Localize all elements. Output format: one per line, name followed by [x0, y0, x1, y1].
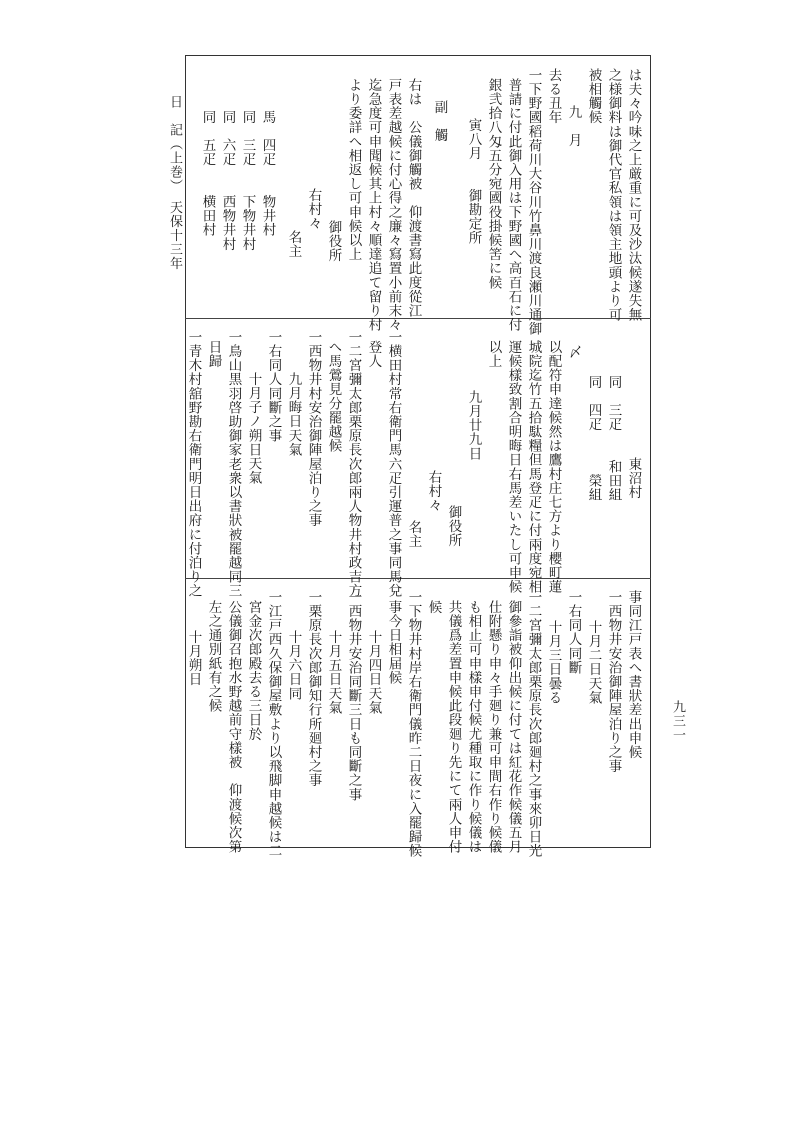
text-column: 之様御料は御代官私領は領主地頭より可 [605, 68, 622, 322]
text-column: 登人 [365, 340, 382, 369]
text-column: 同 五疋 横田村 [199, 110, 216, 237]
text-column: 城院迄竹五拾駄糧但馬登疋に付兩度宛相 [525, 340, 542, 594]
text-column: は夫々吟味之上厳重に可及沙汰候遂失無 [625, 68, 642, 322]
text-column: 運候樣致割合明晦日右馬差いたし可申候 [505, 340, 522, 594]
text-column: 公儀御召抱水野越前守樣被 仰渡候次第 [225, 600, 242, 854]
text-column: 右村々 [425, 470, 442, 513]
text-column: 日歸 [205, 340, 222, 369]
text-column: 十月四日天氣 [365, 630, 382, 715]
text-column: 名主 [285, 230, 302, 259]
text-column: 左之通別紙有之候 [205, 600, 222, 713]
text-column: 一西物井安治御陣屋泊り之事 [605, 590, 622, 774]
text-column: 一下物井村岸右衛門儀昨二日夜に入罷歸候 [405, 590, 422, 858]
text-column: 一右同人同斷之事 [265, 330, 282, 443]
text-column: 寅八月 御勘定所 [465, 118, 482, 245]
text-column: 被相觸候 [585, 68, 602, 125]
text-column: 一二宮彌太郎栗原長次郎兩人物井村政吉方 [345, 330, 362, 598]
text-column: へ馬鶯見分罷越候 [325, 340, 342, 453]
text-column: 以上 [485, 340, 502, 369]
text-column: 御參詣被仰出候に付ては紅花作候儀五月 [505, 600, 522, 854]
text-column: 迄急度可申聞候其上村々順達追て留り村 [365, 78, 382, 332]
text-column: 御役所 [325, 220, 342, 263]
text-column: 十月朔日 [185, 630, 202, 687]
text-column: 一右同人同斷 [565, 590, 582, 675]
text-column: 事同江戸表へ書狀差出申候 [625, 590, 642, 760]
text-column: 東沼村 [625, 330, 642, 500]
text-column: より委詳へ相返し可申候以上 [345, 78, 362, 262]
text-column: 名主 [405, 520, 422, 549]
text-column: 去る丑年 [545, 68, 562, 125]
text-column: 一青木村舘野勘右衛門明日出府に付泊り之 [185, 330, 202, 598]
text-column: 十月三日曇る [545, 620, 562, 705]
text-column: 一横田村常右衛門馬六疋引運普之事同馬兌 [385, 330, 402, 598]
text-column: 一栗原長次郎御知行所廻村之事 [305, 590, 322, 788]
text-column: 以配符申達候然は鷹村庄七方より櫻町蓮 [545, 340, 562, 594]
text-column: 銀弐拾八匁五分宛國役掛候筈に候 [485, 78, 502, 290]
text-column: 一下野國稻荷川大谷川竹鼻川渡良瀬川通御 [525, 68, 542, 336]
text-column: 事今日相届候 [385, 600, 402, 685]
text-column: 副 觸 [431, 100, 448, 143]
text-column: 同 三疋 下物井村 [239, 110, 256, 251]
text-column: 十月六日同 [285, 630, 302, 701]
text-column: 右村々 [305, 188, 322, 231]
text-column: 戸表差越候に付心得之廉々寫置小前末々 [385, 78, 402, 332]
text-column: 候 [425, 600, 442, 615]
text-column: 馬 四疋 物井村 [259, 110, 276, 237]
text-column: 御役所 [445, 505, 462, 548]
text-column: も相止可申樣申付候尤種取に作り候儀は [465, 600, 482, 854]
text-column: 同 三疋 和田組 [605, 375, 622, 502]
text-column: 一鳥山黒羽啓助御家老衆以書狀被罷越同三 [225, 330, 242, 598]
text-column: 共儀爲差置申候此段廻り先にて兩人申付 [445, 600, 462, 854]
text-column: 九月晦日天氣 [285, 372, 302, 457]
section-divider-bottom [185, 578, 651, 579]
text-column: 十月子ノ朔日天氣 [245, 372, 262, 485]
text-column: 仕附懸り申々手廻り兼可申間右作り候儀 [485, 600, 502, 854]
page-number: 九三一 [670, 700, 685, 742]
text-column: 普請に付此御入用は下野國へ高百石に付 [505, 78, 522, 332]
text-column: 九月廿九日 [465, 390, 482, 461]
running-header: 日 記（上巻） 天保十三年 [167, 95, 182, 271]
text-column: 宮金次郎殿去る三日於 [245, 600, 262, 741]
text-column: 一西物井安治同斷三日も同斷之事 [345, 590, 362, 802]
text-column: 十月五日天氣 [325, 630, 342, 715]
text-column: 十月二日天氣 [585, 620, 602, 705]
text-column: 同 四疋 榮組 [585, 375, 602, 502]
text-column: 一二宮彌太郎栗原長次郎廻村之事來卯日光 [525, 590, 542, 858]
text-column: 同 六疋 西物井村 [219, 110, 236, 251]
text-column: 一江戸西久保御屋敷より以飛脚申越候は二 [265, 590, 282, 858]
text-column: 〆 [565, 345, 582, 360]
text-column: 右は 公儀御觸被 仰渡書寫此度從江 [405, 78, 422, 318]
text-column: 九 月 [565, 105, 582, 148]
text-column: 一西物井村安治御陣屋泊り之事 [305, 330, 322, 528]
section-divider-top [185, 318, 651, 319]
